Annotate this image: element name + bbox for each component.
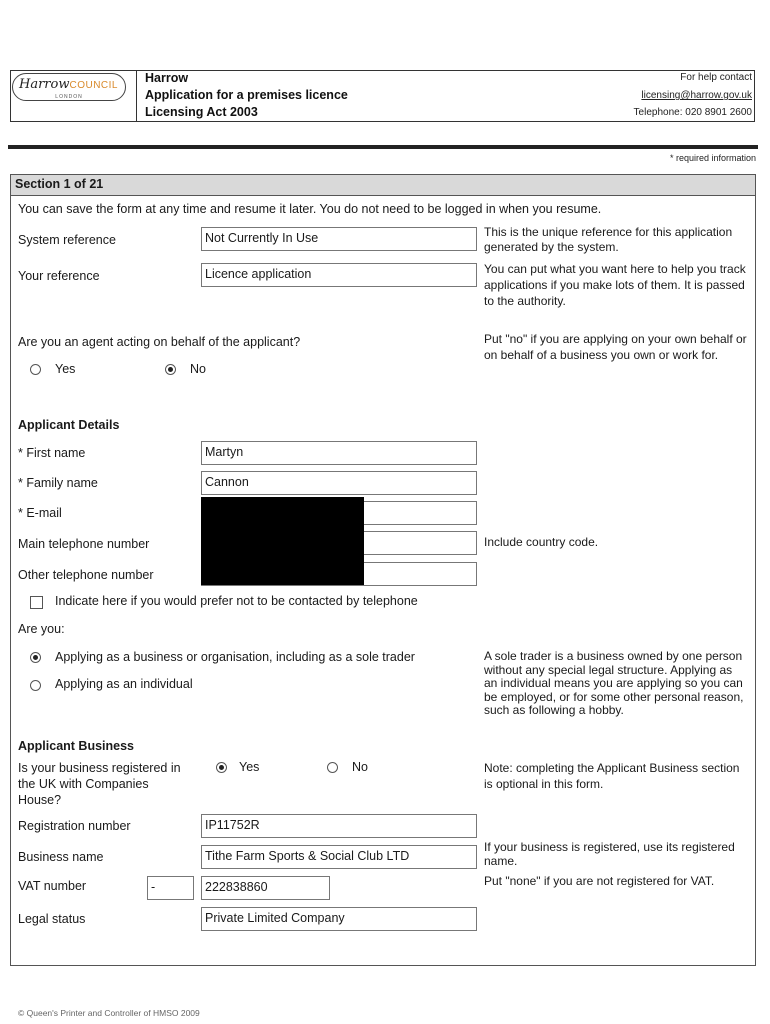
business-option-radio[interactable] — [30, 652, 41, 663]
agent-yes-radio[interactable] — [30, 364, 41, 375]
other-phone-label: Other telephone number — [18, 568, 154, 582]
vat-number-field[interactable]: 222838860 — [201, 876, 330, 900]
business-optional-note: Note: completing the Applicant Business section is optional in this form. — [484, 761, 740, 791]
header-act-name: Licensing Act 2003 — [145, 105, 258, 119]
individual-option-label: Applying as an individual — [55, 677, 193, 691]
are-you-label: Are you: — [18, 622, 65, 636]
copyright-footer: © Queen's Printer and Controller of HMSO 2009 — [18, 1008, 200, 1018]
main-phone-help: Include country code. — [484, 535, 599, 549]
section-header-bar — [11, 175, 755, 196]
agent-question: Are you an agent acting on behalf of the applicant? — [18, 335, 301, 349]
your-reference-field[interactable]: Licence application — [201, 263, 477, 287]
help-telephone: Telephone: 020 8901 2600 — [633, 107, 752, 118]
companies-house-question: Is your business registered in the UK with Companies House? — [18, 761, 181, 807]
first-name-label: * First name — [18, 446, 86, 460]
vat-help: Put "none" if you are not registered for VAT. — [484, 874, 715, 888]
help-contact-label: For help contact — [680, 72, 752, 83]
applicant-business-heading: Applicant Business — [18, 739, 134, 753]
email-label: * E-mail — [18, 506, 62, 520]
header-council-name: Harrow — [145, 71, 189, 85]
header-form-title: Application for a premises licence — [145, 88, 348, 102]
registered-yes-label: Yes — [239, 760, 260, 774]
your-reference-help: You can put what you want here to help you track applications if you make lots of them. It is passed to the authority. — [484, 262, 746, 308]
vat-number-label: VAT number — [18, 879, 87, 893]
agent-no-radio[interactable] — [165, 364, 176, 375]
help-email-link[interactable]: licensing@harrow.gov.uk — [641, 90, 752, 101]
first-name-field[interactable]: Martyn — [201, 441, 477, 465]
logo-wordmark: HarrowCOUNCIL — [19, 77, 118, 92]
header-divider — [136, 70, 137, 122]
system-reference-label: System reference — [18, 233, 116, 247]
individual-option-radio[interactable] — [30, 680, 41, 691]
registration-number-field[interactable]: IP11752R — [201, 814, 477, 838]
header-rule — [8, 145, 758, 149]
vat-prefix-field[interactable]: - — [147, 876, 194, 900]
section-title: Section 1 of 21 — [15, 177, 104, 191]
redaction-block — [201, 497, 364, 585]
agent-help: Put "no" if you are applying on your own behalf or on behalf of a business you own or work for. — [484, 332, 747, 362]
no-phone-contact-label: Indicate here if you would prefer not to be contacted by telephone — [55, 594, 418, 608]
agent-yes-label: Yes — [55, 362, 76, 376]
family-name-label: * Family name — [18, 476, 98, 490]
your-reference-label: Your reference — [18, 269, 100, 283]
section-intro: You can save the form at any time and resume it later. You do not need to be logged in when you resume. — [18, 202, 602, 216]
business-name-field[interactable]: Tithe Farm Sports & Social Club LTD — [201, 845, 477, 869]
business-option-label: Applying as a business or organisation, including as a sole trader — [55, 650, 415, 664]
no-phone-contact-checkbox[interactable] — [30, 596, 43, 609]
main-phone-label: Main telephone number — [18, 537, 150, 551]
required-info-note: * required information — [669, 153, 756, 163]
business-name-help: If your business is registered, use its registered name. — [484, 840, 735, 868]
applicant-details-heading: Applicant Details — [18, 418, 120, 432]
registered-no-label: No — [352, 760, 368, 774]
system-reference-help: This is the unique reference for this application generated by the system. — [484, 225, 733, 254]
agent-no-label: No — [190, 362, 206, 376]
logo-subtitle: LONDON — [55, 94, 83, 100]
registered-yes-radio[interactable] — [216, 762, 227, 773]
business-name-label: Business name — [18, 850, 104, 864]
legal-status-label: Legal status — [18, 912, 86, 926]
legal-status-field[interactable]: Private Limited Company — [201, 907, 477, 931]
system-reference-field[interactable]: Not Currently In Use — [201, 227, 477, 251]
registration-number-label: Registration number — [18, 819, 131, 833]
registered-no-radio[interactable] — [327, 762, 338, 773]
harrow-council-logo — [12, 73, 126, 101]
applicant-type-help: A sole trader is a business owned by one person without any special legal structure. Applying as an individual means you are applying so you can be employed, or for some other personal reason, such as following a hobby. — [484, 649, 744, 717]
family-name-field[interactable]: Cannon — [201, 471, 477, 495]
